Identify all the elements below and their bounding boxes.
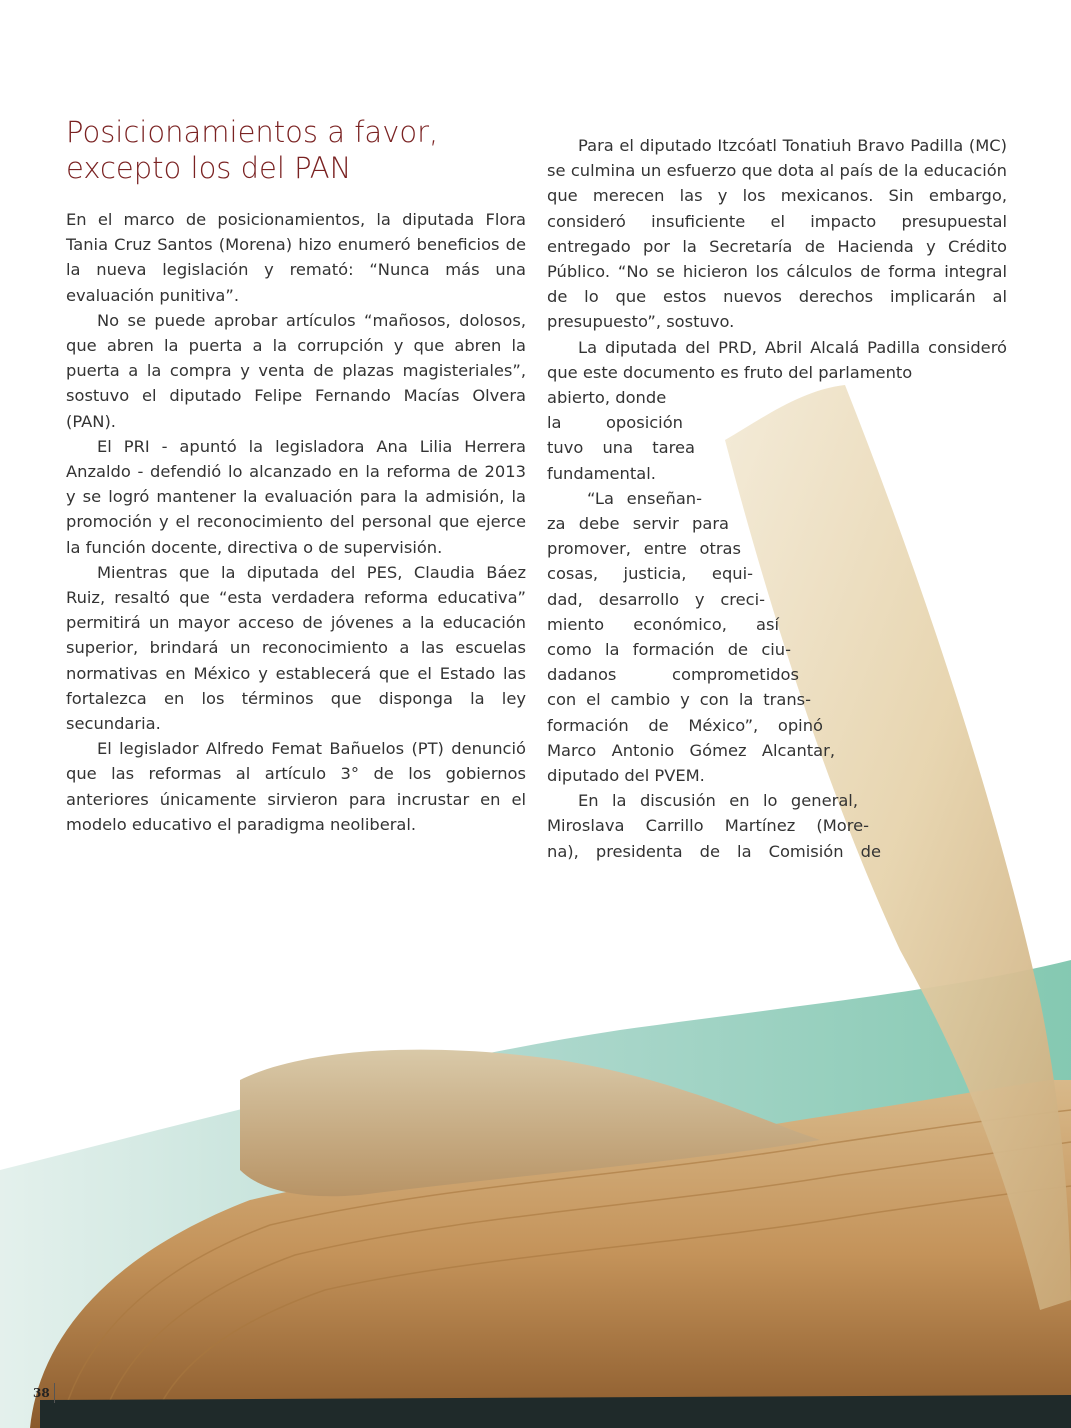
text-line: na), presidenta de la Comisión de: [547, 841, 881, 861]
right-column: [547, 133, 1007, 864]
text-line: miento económico, así: [547, 614, 779, 634]
text-line: Miroslava Carrillo Martínez (More-: [547, 816, 869, 836]
text-line: dad, desarrollo y creci-: [547, 589, 765, 609]
text-line: Marco Antonio Gómez Alcantar,: [547, 740, 835, 760]
text-line: cosas, justicia, equi-: [547, 564, 753, 584]
paragraph: Mientras que la diputada del PES, Claudia Báez Ruiz, resaltó que “esta verdadera reforma educativa” permitirá un mayor acceso de jóvenes a la educación superior, brindará un reconocimiento a las escuelas normativas en México y establecerá que el Estado las fortalezca en los términos que disponga la ley secundaria.: [66, 562, 526, 734]
paragraph: En el marco de posicionamientos, la diputada Flora Tania Cruz Santos (Morena) hizo enumeró beneficios de la nueva legislación y remató: “Nunca más una evaluación punitiva”.: [66, 210, 526, 305]
text-line: abierto, donde: [547, 388, 667, 408]
page-number: 38: [33, 1386, 50, 1400]
headline-line-2: excepto los del PAN: [66, 151, 352, 185]
left-column: [66, 207, 526, 837]
text-line: como la formación de ciu-: [547, 640, 791, 660]
paragraph: La diputada del PRD, Abril Alcalá Padilla consideró que este documento es fruto del parlamento: [547, 337, 1007, 382]
text-line: promover, entre otras: [547, 539, 741, 559]
paragraph: El legislador Alfredo Femat Bañuelos (PT) denunció que las reformas al artículo 3° de los gobiernos anteriores únicamente sirvieron para incrustar en el modelo educativo el paradigma neoliberal.: [66, 739, 526, 834]
text-line: con el cambio y con la trans-: [547, 690, 811, 710]
text-line: tuvo una tarea: [547, 438, 695, 458]
text-line: fundamental.: [547, 463, 656, 483]
text-line: za debe servir para: [547, 514, 729, 534]
headline-line-1: Posicionamientos a favor,: [66, 115, 439, 149]
article-headline: [66, 114, 506, 186]
paragraph: El PRI - apuntó la legisladora Ana Lilia Herrera Anzaldo - defendió lo alcanzado en la reforma de 2013 y se logró mantener la evaluación para la admisión, la promoción y el reconocimiento del personal que ejerce la función docente, directiva o de supervisión.: [66, 436, 526, 557]
paragraph: Para el diputado Itzcóatl Tonatiuh Bravo Padilla (MC) se culmina un esfuerzo que dota al país de la educación que merecen las y los mexicanos. Sin embargo, consideró insuficiente el impacto presupuestal entregado por la Secretaría de Hacienda y Crédito Público. “No se hicieron los cálculos de forma integral de lo que estos nuevos derechos implicarán al presupuesto”, sostuvo.: [547, 136, 1007, 332]
text-line: la oposición: [547, 413, 683, 433]
text-line: En la discusión en lo general,: [578, 791, 858, 811]
text-line: “La enseñan-: [587, 488, 702, 508]
text-line: diputado del PVEM.: [547, 766, 705, 786]
folio-divider: [54, 1383, 55, 1403]
text-line: dadanos comprometidos: [547, 665, 799, 685]
paragraph: No se puede aprobar artículos “mañosos, dolosos, que abren la puerta a la corrupción y que abren la puerta a la compra y venta de plazas magisteriales”, sostuvo el diputado Felipe Fernando Macías Olvera (PAN).: [66, 310, 526, 431]
text-line: formación de México”, opinó: [547, 715, 823, 735]
